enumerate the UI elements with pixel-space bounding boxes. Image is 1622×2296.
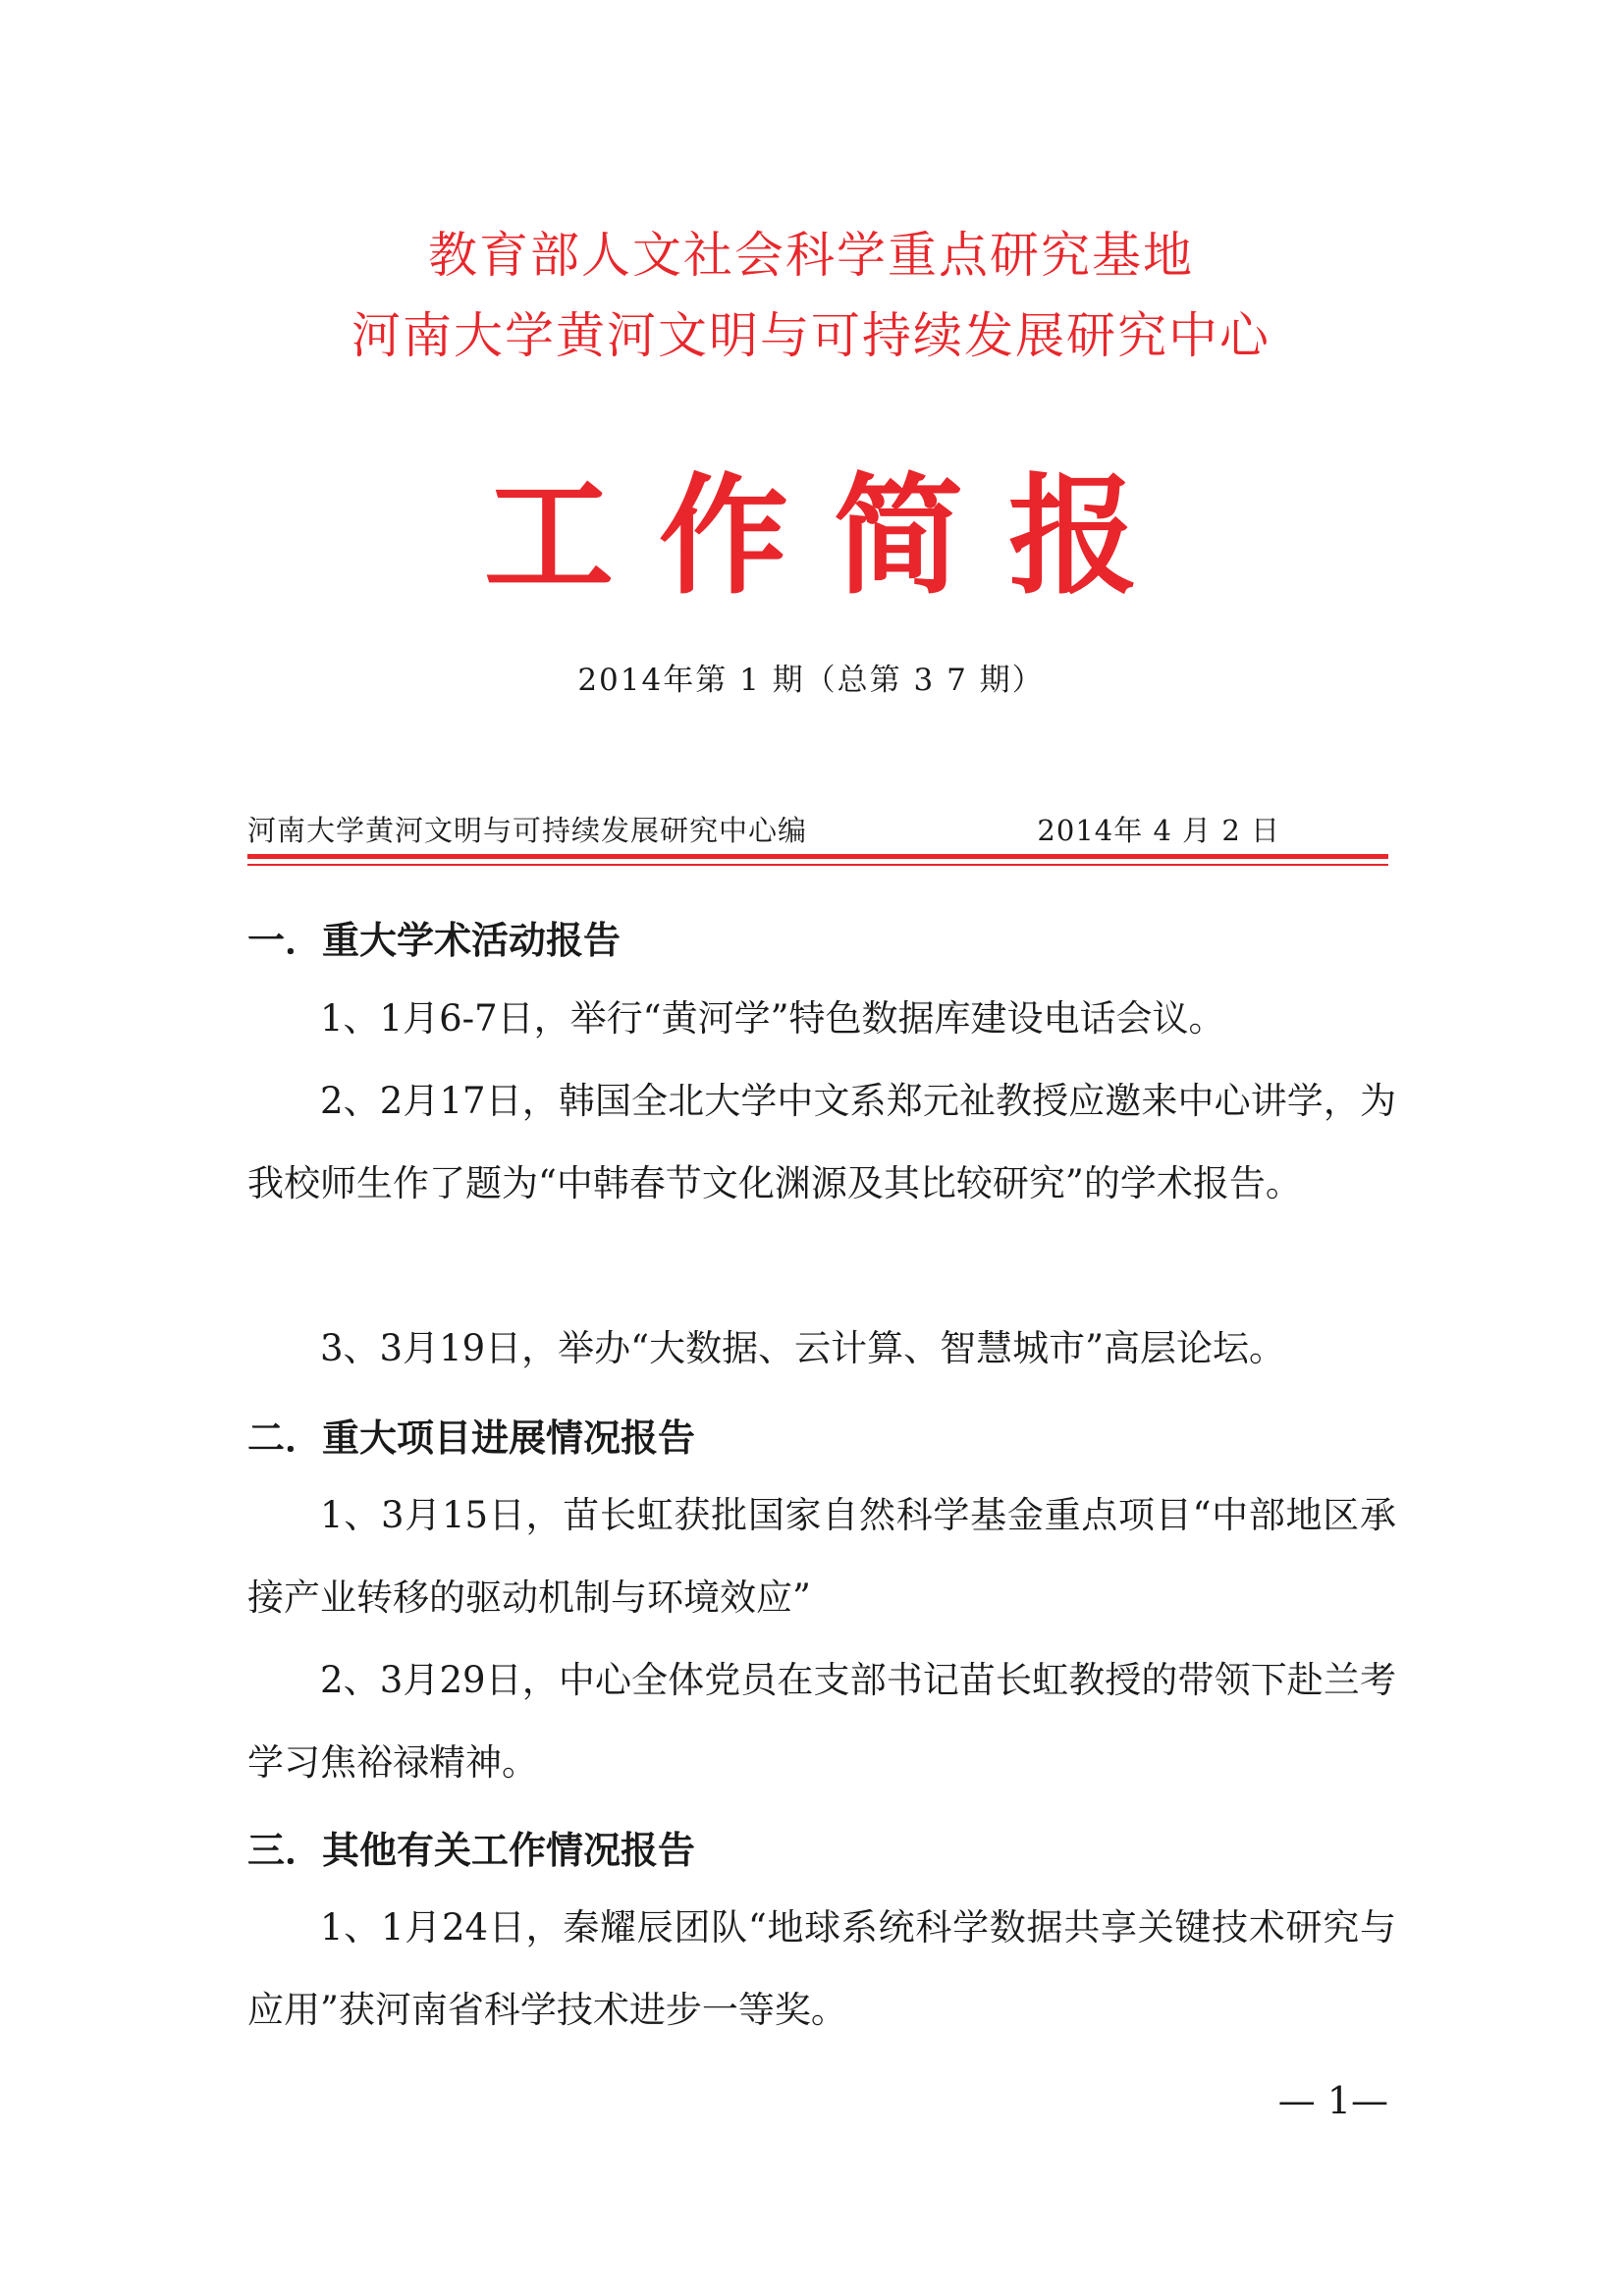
list-item: 3、3月19日，举办“大数据、云计算、智慧城市”高层论坛。 — [320, 1327, 1285, 1369]
issue-date: 2014年 4 月 2 日 — [1037, 814, 1280, 847]
editor-name: 河南大学黄河文明与可持续发展研究中心编 — [247, 814, 808, 847]
masthead-title: 工作简报 — [484, 461, 1183, 613]
header-divider-thin — [247, 864, 1388, 866]
issue-number: 2014年第 1 期（总第 3 7 期） — [577, 663, 1045, 698]
org-title-line-1: 教育部人文社会科学重点研究基地 — [428, 227, 1194, 284]
header-divider-thick — [247, 854, 1388, 859]
section-heading-1: 一．重大学术活动报告 — [247, 919, 622, 962]
org-title-line-2: 河南大学黄河文明与可持续发展研究中心 — [351, 307, 1271, 364]
list-item: 1、1月24日，秦耀辰团队“地球系统科学数据共享关键技术研究与应用”获河南省科学技术进步一等奖。 — [247, 1906, 1396, 2031]
list-item: 1、1月6-7日，举行“黄河学”特色数据库建设电话会议。 — [320, 997, 1225, 1040]
page-number: — 1— — [1277, 2079, 1388, 2122]
list-item: 2、3月29日，中心全体党员在支部书记苗长虹教授的带领下赴兰考学习焦裕禄精神。 — [247, 1659, 1396, 1784]
section-heading-2: 二．重大项目进展情况报告 — [247, 1416, 696, 1460]
section-heading-3: 三．其他有关工作情况报告 — [247, 1829, 696, 1872]
list-item: 1、3月15日，苗长虹获批国家自然科学基金重点项目“中部地区承接产业转移的驱动机制与环境效应” — [247, 1494, 1396, 1619]
list-item: 2、2月17日，韩国全北大学中文系郑元祉教授应邀来中心讲学，为我校师生作了题为“中韩春节文化渊源及其比较研究”的学术报告。 — [247, 1080, 1396, 1204]
